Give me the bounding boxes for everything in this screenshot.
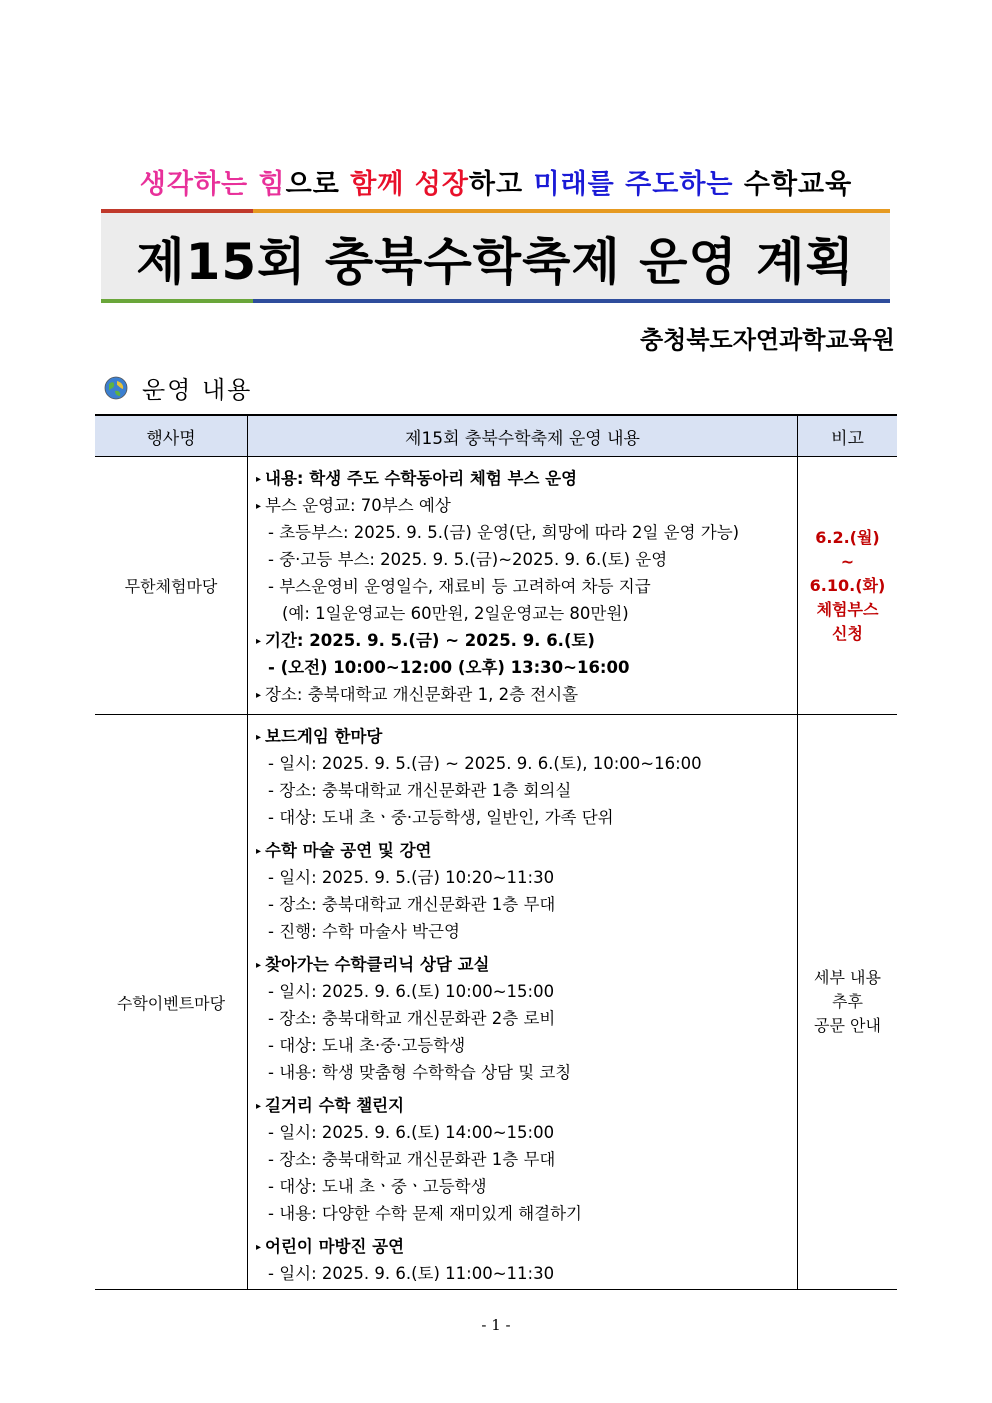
bullet-triangle-icon: ▸: [256, 636, 262, 647]
event-name-cell: 수학이벤트마당: [95, 715, 248, 1290]
content-subitem: (예: 1일운영교는 60만원, 2일운영교는 80만원): [282, 604, 629, 623]
content-item-text: 보드게임 한마당: [265, 727, 383, 746]
content-subitem: - 일시: 2025. 9. 6.(토) 14:00~15:00: [268, 1123, 555, 1142]
content-item: [256, 492, 797, 519]
slogan-part: 힘: [258, 169, 286, 200]
bullet-triangle-icon: ▸: [256, 1242, 262, 1253]
content-subitem: - 대상: 도내 초ㆍ중ㆍ고등학생: [268, 1177, 487, 1196]
content-subitem: - 일시: 2025. 9. 6.(토) 11:00~11:30: [268, 1264, 555, 1283]
event-content-cell: [248, 715, 798, 1290]
content-subitem: - 중·고등 부스: 2025. 9. 5.(금)~2025. 9. 6.(토) 운영: [268, 550, 668, 569]
content-subitem: - 초등부스: 2025. 9. 5.(금) 운영(단, 희망에 따라 2일 운영 가능): [268, 523, 740, 542]
content-subitem: - 대상: 도내 초ㆍ중·고등학생, 일반인, 가족 단위: [268, 808, 614, 827]
bullet-triangle-icon: ▸: [256, 960, 262, 971]
content-item: [256, 723, 797, 750]
content-item: [256, 837, 797, 864]
slogan-part: 미래를: [533, 169, 626, 200]
note-line: ~: [840, 551, 855, 571]
content-subitem: - 장소: 충북대학교 개신문화관 1층 회의실: [268, 781, 572, 800]
slogan-part: 하고: [468, 169, 534, 200]
content-subitem: - 부스운영비 운영일수, 재료비 등 고려하여 차등 지급: [268, 577, 651, 596]
note-line: 신청: [832, 623, 863, 643]
content-item: [256, 1233, 797, 1260]
note-line: 추후: [832, 992, 863, 1011]
content-subitem: - 일시: 2025. 9. 5.(금) ~ 2025. 9. 6.(토), 10:00~16:00: [268, 754, 702, 773]
event-content-cell: [248, 457, 798, 715]
bullet-triangle-icon: ▸: [256, 501, 262, 512]
bullet-triangle-icon: ▸: [256, 1101, 262, 1112]
content-item-text: 기간: 2025. 9. 5.(금) ~ 2025. 9. 6.(토): [265, 631, 595, 650]
content-subitem: - 일시: 2025. 9. 6.(토) 10:00~15:00: [268, 982, 555, 1001]
content-subitem: - (오전) 10:00~12:00 (오후) 13:30~16:00: [268, 658, 630, 677]
globe-icon: [104, 376, 128, 400]
document-title: 제15회 충북수학축제 운영 계획: [136, 233, 855, 291]
content-subitem: - 내용: 다양한 수학 문제 재미있게 해결하기: [268, 1204, 582, 1223]
slogan-part: 으로: [285, 169, 351, 200]
slogan-part: 함께 성장: [350, 169, 469, 200]
slogan-part: 주도하는: [625, 169, 744, 200]
content-item: [256, 465, 797, 492]
note-line: 세부 내용: [814, 968, 881, 987]
content-item-text: 찾아가는 수학클리닉 상담 교실: [265, 955, 490, 974]
title-bar-top-red: [101, 209, 253, 213]
table-row: [95, 457, 897, 715]
content-item-text: 길거리 수학 챌린지: [265, 1096, 405, 1115]
content-subitem: - 대상: 도내 초·중·고등학생: [268, 1036, 466, 1055]
title-bar-bottom-green: [101, 299, 253, 303]
note-cell: [798, 457, 898, 715]
content-subitem: - 장소: 충북대학교 개신문화관 1층 무대: [268, 1150, 556, 1169]
note-line: 체험부스: [816, 599, 879, 619]
event-name-cell: 무한체험마당: [95, 457, 248, 715]
content-item-text: 수학 마술 공연 및 강연: [265, 841, 432, 860]
bullet-triangle-icon: ▸: [256, 474, 262, 485]
title-bar-top-orange: [253, 209, 890, 213]
bullet-triangle-icon: ▸: [256, 732, 262, 743]
content-item: [256, 1092, 797, 1119]
content-subitem: - 진행: 수학 마술사 박근영: [268, 922, 460, 941]
content-item: [256, 951, 797, 978]
section-heading-text: 운영 내용: [142, 376, 253, 404]
organization-name: 충청북도자연과학교육원: [639, 326, 895, 354]
header-content: 제15회 충북수학축제 운영 내용: [248, 415, 798, 457]
slogan-part: 수학교육: [743, 169, 853, 200]
bullet-triangle-icon: ▸: [256, 846, 262, 857]
content-item: [256, 681, 797, 708]
content-item-text: 장소: 충북대학교 개신문화관 1, 2층 전시홀: [265, 685, 579, 704]
bullet-triangle-icon: ▸: [256, 690, 262, 701]
note-cell: [798, 715, 898, 1290]
content-subitem: - 일시: 2025. 9. 5.(금) 10:20~11:30: [268, 868, 555, 887]
note-line: 공문 안내: [814, 1016, 881, 1035]
operation-table: [95, 414, 897, 1290]
header-note: 비고: [798, 415, 898, 457]
content-item: [256, 627, 797, 654]
content-subitem: - 장소: 충북대학교 개신문화관 1층 무대: [268, 895, 556, 914]
table-header-row: [95, 415, 897, 457]
table-row: [95, 715, 897, 1290]
content-subitem: - 내용: 학생 맞춤형 수학학습 상담 및 코칭: [268, 1063, 572, 1082]
content-item-text: 내용: 학생 주도 수학동아리 체험 부스 운영: [265, 469, 578, 488]
content-subitem: - 장소: 충북대학교 개신문화관 2층 로비: [268, 1009, 556, 1028]
content-item-text: 부스 운영교: 70부스 예상: [265, 496, 451, 515]
title-bar-bottom-blue: [253, 299, 890, 303]
note-line: 6.2.(월): [815, 527, 880, 547]
content-item-text: 어린이 마방진 공연: [265, 1237, 405, 1256]
section-heading: [104, 370, 252, 405]
slogan-part: 생각하는: [139, 169, 259, 200]
header-event-name: 행사명: [95, 415, 248, 457]
note-line: 6.10.(화): [809, 575, 886, 595]
page-number: - 1 -: [481, 1316, 511, 1334]
slogan: [0, 162, 992, 201]
